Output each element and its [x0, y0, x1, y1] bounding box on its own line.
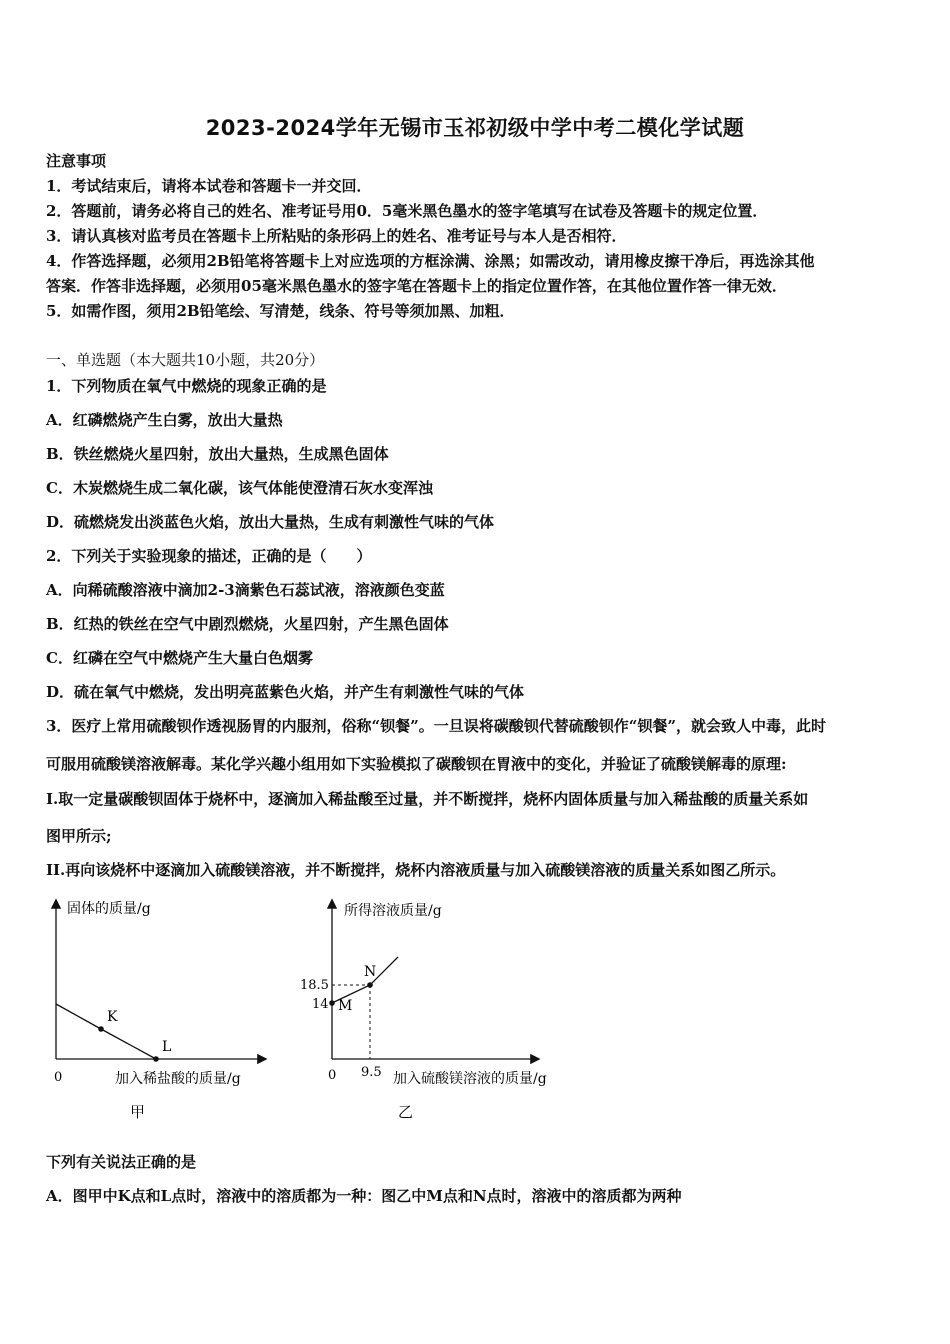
q3-question: 下列有关说法正确的是 — [46, 1153, 197, 1171]
tick-y-14: 14 — [312, 997, 329, 1012]
q3-line-3: I.取一定量碳酸钡固体于烧杯中，逐滴加入稀盐酸至过量，并不断搅拌，烧杯内固体质量与加入稀盐酸的质量关系如 — [46, 790, 809, 808]
origin-label: 0 — [328, 1068, 337, 1083]
notice-item-5: 5．如需作图，须用2B铅笔绘、写清楚，线条、符号等须加黑、加粗． — [46, 302, 515, 320]
q1-option-b: B．铁丝燃烧火星四射，放出大量热，生成黑色固体 — [46, 445, 389, 463]
caption-yi: 乙 — [398, 1103, 414, 1121]
q2-option-a: A．向稀硫酸溶液中滴加2-3滴紫色石蕊试液，溶液颜色变蓝 — [46, 581, 445, 599]
notice-item-4: 4．作答选择题，必须用2B铅笔将答题卡上对应选项的方框涂满、涂黑；如需改动，请用橡皮擦干净后，再选涂其他 — [46, 252, 815, 270]
chart-jia — [40, 893, 280, 1123]
caption-jia: 甲 — [130, 1103, 146, 1121]
page-title: 2023-2024学年无锡市玉祁初级中学中考二模化学试题 — [205, 116, 745, 140]
section-heading: 一、单选题（本大题共10小题，共20分） — [46, 351, 325, 369]
point-label-N: N — [364, 964, 377, 980]
point-L — [153, 1056, 159, 1062]
x-axis-label: 加入硫酸镁溶液的质量/g — [393, 1071, 547, 1087]
y-axis-label: 所得溶液质量/g — [344, 903, 442, 919]
q3-line-1: 3．医疗上常用硫酸钡作透视肠胃的内服剂，俗称“钡餐”。一旦误将碳酸钡代替硫酸钡作“钡餐”，就会致人中毒，此时 — [46, 717, 826, 735]
notice-item-3: 3．请认真核对监考员在答题卡上所粘贴的条形码上的姓名、准考证号与本人是否相符． — [46, 227, 627, 245]
q2-option-c: C．红磷在空气中燃烧产生大量白色烟雾 — [46, 649, 313, 667]
point-K — [98, 1026, 104, 1032]
q1-option-c: C．木炭燃烧生成二氧化碳，该气体能使澄清石灰水变浑浊 — [46, 479, 433, 497]
q1-stem: 1．下列物质在氧气中燃烧的现象正确的是 — [46, 377, 327, 395]
q3-line-2: 可服用硫酸镁溶液解毒。某化学兴趣小组用如下实验模拟了碳酸钡在胃液中的变化，并验证了硫酸镁解毒的原理: — [46, 755, 787, 773]
q3-line-5: II.再向该烧杯中逐滴加入硫酸镁溶液，并不断搅拌，烧杯内溶液质量与加入硫酸镁溶液的质量关系如图乙所示。 — [46, 861, 786, 879]
point-N — [367, 982, 373, 988]
notice-item-4-cont: 答案．作答非选择题，必须用05毫米黑色墨水的签字笔在答题卡上的指定位置作答，在其他位置作答一律无效． — [46, 277, 787, 295]
point-label-M: M — [338, 998, 353, 1014]
origin-label: 0 — [54, 1070, 63, 1085]
q3-option-a: A．图甲中K点和L点时，溶液中的溶质都为一种：图乙中M点和N点时，溶液中的溶质都为两种 — [46, 1187, 682, 1205]
notice-heading: 注意事项 — [46, 152, 107, 170]
notice-item-2: 2．答题前，请务必将自己的姓名、准考证号用0．5毫米黑色墨水的签字笔填写在试卷及答题卡的规定位置． — [46, 202, 768, 220]
tick-y-18-5: 18.5 — [300, 978, 329, 993]
tick-x-9-5: 9.5 — [361, 1065, 382, 1080]
q1-option-a: A．红磷燃烧产生白雾，放出大量热 — [46, 411, 283, 429]
q2-option-b: B．红热的铁丝在空气中剧烈燃烧，火星四射，产生黑色固体 — [46, 615, 449, 633]
q1-option-d: D．硫燃烧发出淡蓝色火焰，放出大量热，生成有刺激性气味的气体 — [46, 513, 495, 531]
chart-yi — [290, 893, 590, 1123]
point-label-K: K — [107, 1009, 118, 1025]
x-axis-label: 加入稀盐酸的质量/g — [115, 1071, 241, 1087]
q2-option-d: D．硫在氧气中燃烧，发出明亮蓝紫色火焰，并产生有刺激性气味的气体 — [46, 683, 525, 701]
q2-stem: 2．下列关于实验现象的描述，正确的是（ ） — [46, 547, 372, 565]
q3-line-4: 图甲所示; — [46, 827, 112, 845]
point-M — [329, 1000, 335, 1006]
point-label-L: L — [162, 1039, 172, 1055]
notice-item-1: 1．考试结束后，请将本试卷和答题卡一并交回． — [46, 177, 372, 195]
y-axis-label: 固体的质量/g — [67, 901, 151, 917]
series-line — [56, 1004, 156, 1059]
